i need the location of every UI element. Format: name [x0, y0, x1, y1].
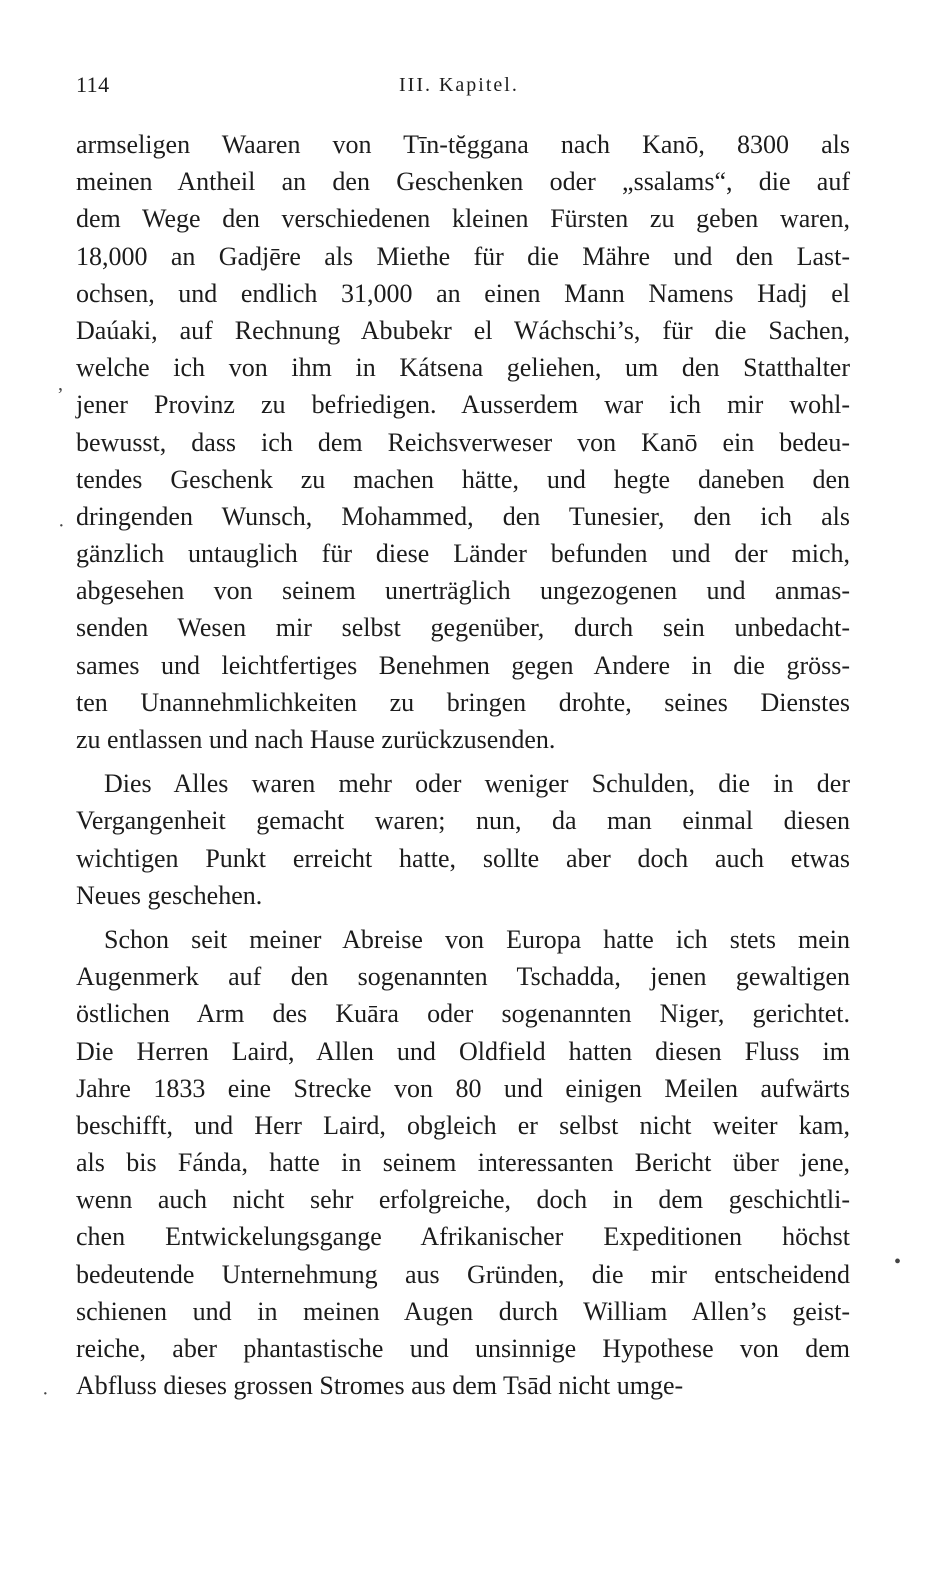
text-line: senden Wesen mir selbst gegenüber, durch sein unbedacht- — [76, 613, 850, 643]
text-line: schienen und in meinen Augen durch William Allen’s geist- — [76, 1296, 850, 1326]
text-line: als bis Fánda, hatte in seinem interessanten Bericht über jene, — [76, 1148, 850, 1178]
text-line: sames und leichtfertiges Benehmen gegen Andere in die gröss- — [76, 650, 850, 680]
text-line: Augenmerk auf den sogenannten Tschadda, jenen gewaltigen — [76, 962, 850, 992]
margin-speck: · — [58, 515, 65, 537]
text-line: bewusst, dass ich dem Reichsverweser von Kanō ein bedeu- — [76, 427, 850, 457]
text-line: dringenden Wunsch, Mohammed, den Tunesier, den ich als — [76, 501, 850, 531]
text-line: welche ich von ihm in Kátsena geliehen, um den Statthalter — [76, 353, 850, 383]
text-line: meinen Antheil an den Geschenken oder „ssalams“, die auf — [76, 167, 850, 197]
page-number: 114 — [76, 72, 110, 97]
text-line: reiche, aber phantastische und unsinnige Hypothese von dem — [76, 1334, 850, 1363]
text-line: armseligen Waaren von Tīn-tĕggana nach Kanō, 8300 als — [76, 130, 850, 159]
text-line: tendes Geschenk zu machen hätte, und hegte daneben den — [76, 464, 850, 494]
body-text — [76, 126, 850, 1404]
text-line: Abfluss dieses grossen Stromes aus dem Tsād nicht umge- — [76, 1371, 684, 1401]
text-line: Jahre 1833 eine Strecke von 80 und einigen Meilen aufwärts — [76, 1073, 850, 1103]
text-line: Vergangenheit gemacht waren; nun, da man einmal diesen — [76, 806, 850, 836]
text-line: bedeutende Unternehmung aus Gründen, die mir entscheidend — [76, 1259, 850, 1289]
text-line: wenn auch nicht sehr erfolgreiche, doch in dem geschichtli- — [76, 1185, 850, 1215]
page-header — [76, 72, 850, 106]
margin-speck: • — [894, 1251, 902, 1273]
text-line: 18,000 an Gadjēre als Miethe für die Mähre und den Last- — [76, 241, 850, 271]
text-line: ochsen, und endlich 31,000 an einen Mann Namens Hadj el — [76, 278, 850, 308]
text-line: Daúaki, auf Rechnung Abubekr el Wáchschi’s, für die Sachen, — [76, 315, 850, 345]
text-line: beschifft, und Herr Laird, obgleich er selbst nicht weiter kam, — [76, 1110, 850, 1140]
text-line: Neues geschehen. — [76, 880, 263, 910]
text-line: Schon seit meiner Abreise von Europa hatte ich stets mein — [104, 924, 850, 954]
paragraph — [76, 921, 850, 1404]
text-line: wichtigen Punkt erreicht hatte, sollte aber doch auch etwas — [76, 843, 850, 873]
margin-speck: , — [58, 373, 63, 395]
text-line: dem Wege den verschiedenen kleinen Fürsten zu geben waren, — [76, 204, 850, 234]
text-line: chen Entwickelungsgange Afrikanischer Expeditionen höchst — [76, 1222, 850, 1252]
text-line: zu entlassen und nach Hause zurückzusenden. — [76, 725, 556, 754]
paragraph — [76, 765, 850, 914]
text-line: abgesehen von seinem unerträglich ungezogenen und anmas- — [76, 576, 850, 606]
text-line: östlichen Arm des Kuāra oder sogenannten Niger, gerichtet. — [76, 999, 850, 1029]
text-line: Dies Alles waren mehr oder weniger Schulden, die in der — [104, 769, 850, 799]
margin-speck: · — [42, 1383, 49, 1405]
text-line: gänzlich untauglich für diese Länder befunden und der mich, — [76, 539, 850, 569]
paragraph — [76, 126, 850, 758]
text-line: jener Provinz zu befriedigen. Ausserdem war ich mir wohl- — [76, 390, 850, 420]
text-line: ten Unannehmlichkeiten zu bringen drohte, seines Dienstes — [76, 687, 850, 717]
running-head: III. Kapitel. — [399, 74, 519, 96]
text-line: Die Herren Laird, Allen und Oldfield hatten diesen Fluss im — [76, 1036, 850, 1066]
